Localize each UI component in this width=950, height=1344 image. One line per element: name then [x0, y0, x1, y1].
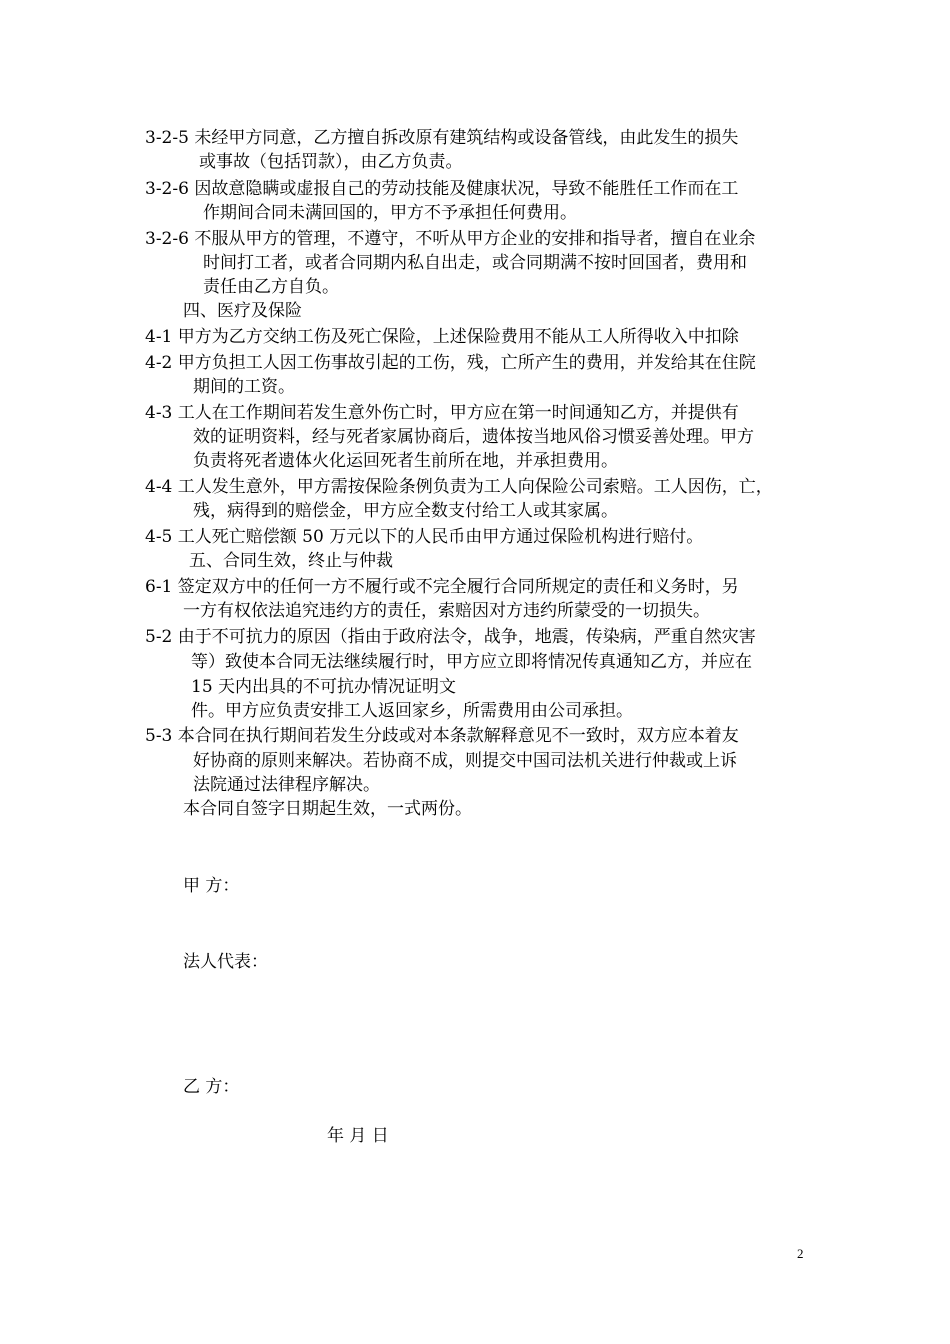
text-line: 4-3 工人在工作期间若发生意外伤亡时，甲方应在第一时间通知乙方，并提供有 [145, 403, 739, 423]
text-line: 3-2-5 未经甲方同意，乙方擅自拆改原有建筑结构或设备管线，由此发生的损失 [145, 128, 739, 148]
text-line: 6-1 签定双方中的任何一方不履行或不完全履行合同所规定的责任和义务时，另 [145, 577, 739, 597]
text-line: 3-2-6 因故意隐瞒或虚报自己的劳动技能及健康状况，导致不能胜任工作而在工 [145, 179, 739, 199]
text-line: 3-2-6 不服从甲方的管理，不遵守，不听从甲方企业的安排和指导者，擅自在业余 [145, 229, 756, 249]
text-line: 一方有权依法追究违约方的责任，索赔因对方违约所蒙受的一切损失。 [183, 601, 710, 621]
effective-statement: 本合同自签字日期起生效，一式两份。 [183, 799, 472, 819]
text-line: 期间的工资。 [193, 377, 295, 397]
text-line: 负责将死者遗体火化运回死者生前所在地，并承担费用。 [193, 451, 618, 471]
text-line: 4-1 甲方为乙方交纳工伤及死亡保险，上述保险费用不能从工人所得收入中扣除 [145, 327, 739, 347]
page-number: 2 [797, 1246, 804, 1261]
text-line: 法院通过法律程序解决。 [193, 775, 380, 795]
text-line: 责任由乙方自负。 [203, 277, 339, 297]
text-line: 作期间合同未满回国的，甲方不予承担任何费用。 [203, 203, 577, 223]
party-b-signature-label: 乙 方： [183, 1077, 240, 1097]
text-line: 5-3 本合同在执行期间若发生分歧或对本条款解释意见不一致时，双方应本着友 [145, 726, 739, 746]
text-line: 4-5 工人死亡赔偿额 50 万元以下的人民币由甲方通过保险机构进行赔付。 [145, 527, 704, 547]
text-line: 15 天内出具的不可抗办情况证明文 [191, 677, 457, 697]
text-line: 5-2 由于不可抗力的原因（指由于政府法令，战争，地震，传染病，严重自然灾害 [145, 627, 756, 647]
text-line: 效的证明资料，经与死者家属协商后，遗体按当地风俗习惯妥善处理。甲方 [193, 427, 754, 447]
text-line: 4-2 甲方负担工人因工伤事故引起的工伤，残，亡所产生的费用，并发给其在住院 [145, 353, 756, 373]
section-heading: 四、医疗及保险 [183, 301, 302, 321]
text-line: 好协商的原则来解决。若协商不成，则提交中国司法机关进行仲裁或上诉 [193, 751, 737, 771]
text-line: 等）致使本合同无法继续履行时，甲方应立即将情况传真通知乙方，并应在 [191, 652, 752, 672]
text-line: 4-4 工人发生意外，甲方需按保险条例负责为工人向保险公司索赔。工人因伤，亡， [145, 477, 773, 497]
party-a-signature-label: 甲 方： [183, 876, 240, 896]
text-line: 或事故（包括罚款），由乙方负责。 [199, 152, 463, 172]
signature-date: 年 月 日 [327, 1126, 389, 1146]
text-line: 件。甲方应负责安排工人返回家乡，所需费用由公司承担。 [191, 701, 633, 721]
text-line: 残，病得到的赔偿金，甲方应全数支付给工人或其家属。 [193, 501, 618, 521]
legal-representative-label: 法人代表： [183, 952, 268, 972]
section-heading: 五、合同生效，终止与仲裁 [189, 551, 393, 571]
text-line: 时间打工者，或者合同期内私自出走，或合同期满不按时回国者，费用和 [203, 253, 747, 273]
